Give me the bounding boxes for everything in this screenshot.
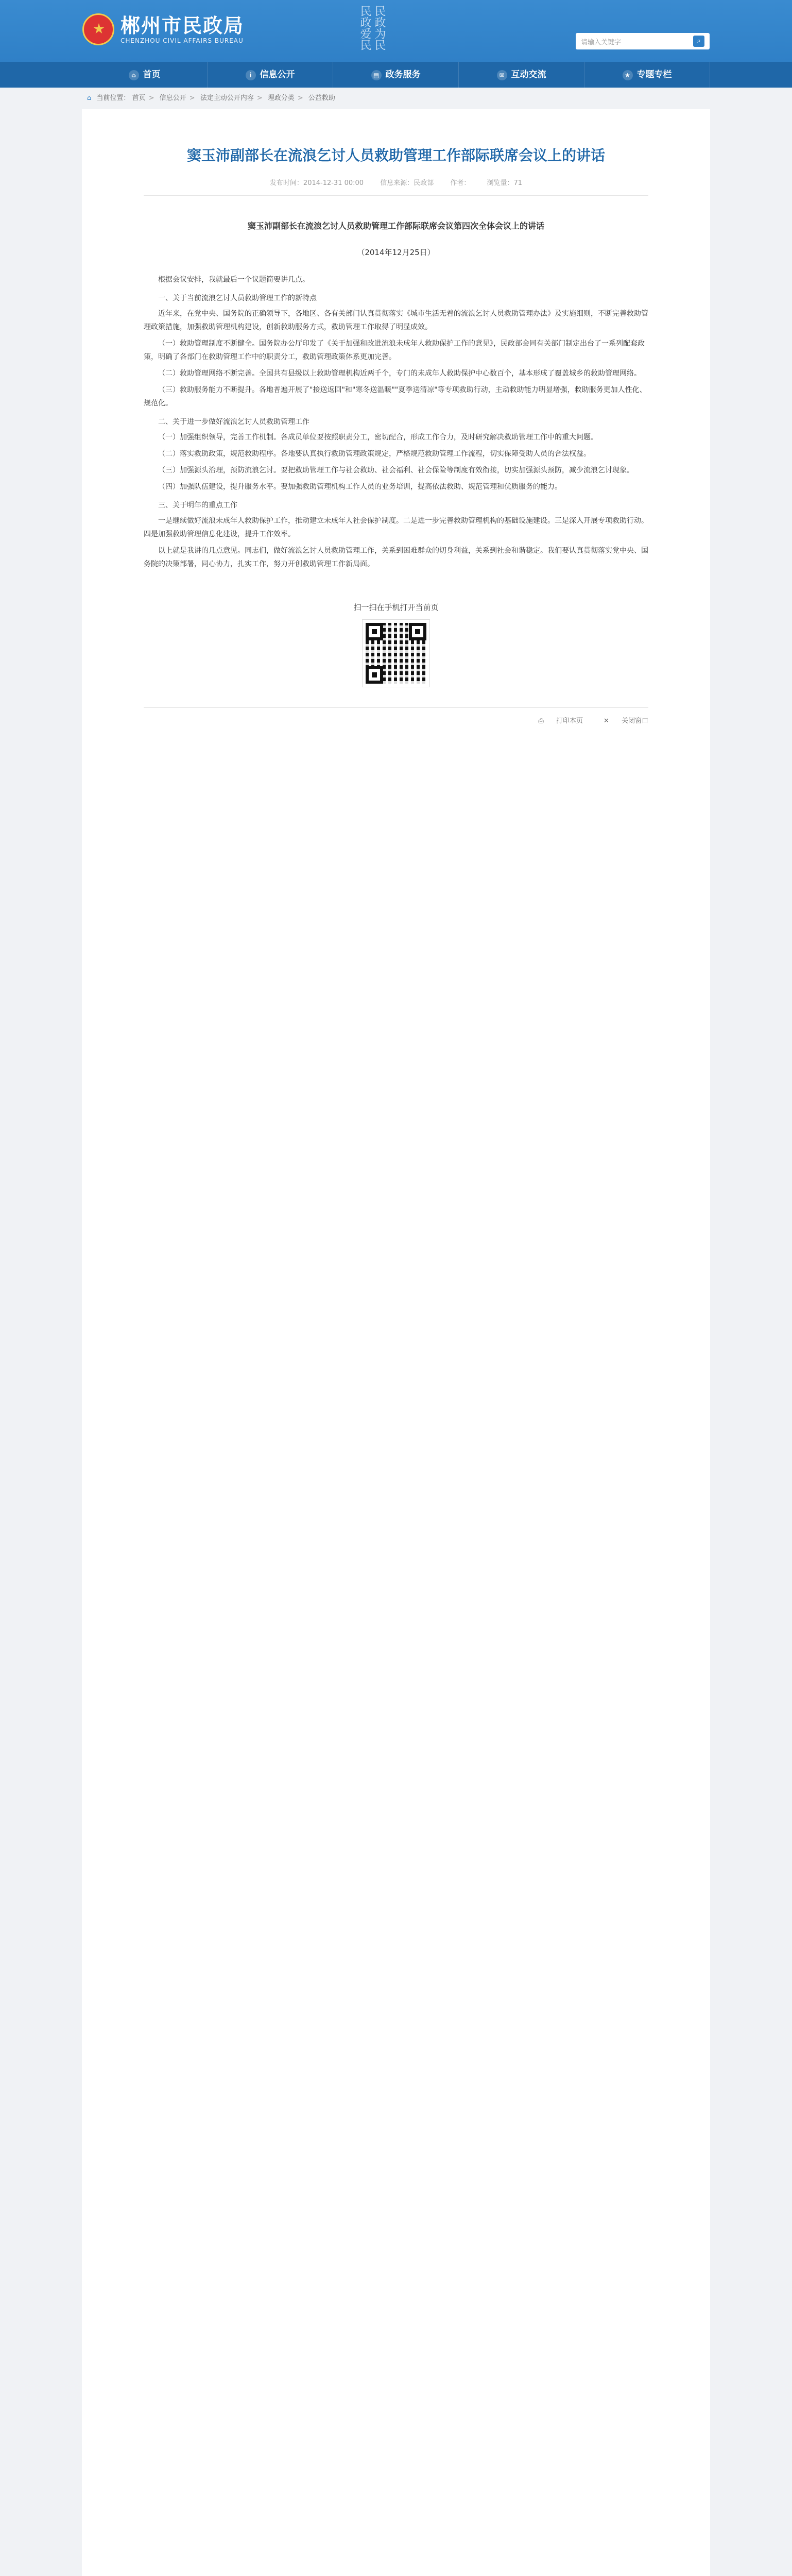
main-nav: [0, 62, 792, 88]
article-meta: [144, 177, 648, 196]
paragraph: （三）救助服务能力不断提升。各地普遍开展了"接送返回"和"寒冬送温暖""夏季送清凉"等专项救助行动，主动救助能力明显增强，救助服务更加人性化、规范化。: [144, 386, 647, 408]
search-box[interactable]: [576, 33, 710, 49]
section-heading: 一、关于当前流浪乞讨人员救助管理工作的新特点: [158, 294, 317, 302]
site-header: [0, 0, 792, 62]
paragraph: 以上就是我讲的几点意见。同志们，做好流浪乞讨人员救助管理工作，关系到困难群众的切身利益，关系到社会和谐稳定。我们要认真贯彻落实党中央、国务院的决策部署，同心协力，扎实工作，努力开创救助管理工作新局面。: [144, 547, 648, 568]
qr-code: [363, 620, 429, 687]
qr-section: [144, 602, 648, 687]
nav-item-services[interactable]: ▤ 政务服务: [333, 62, 459, 88]
paragraph: （一）救助管理制度不断健全。国务院办公厅印发了《关于加强和改进流浪未成年人救助保护工作的意见》，民政部会同有关部门制定出台了一系列配套政策，明确了各部门在救助管理工作中的职责分工，救助管理政策体系更加完善。: [144, 340, 645, 361]
paragraph: （四）加强队伍建设，提升服务水平。要加强救助管理机构工作人员的业务培训，提高依法救助、规范管理和优质服务的能力。: [158, 483, 562, 491]
chat-icon: ✉: [497, 70, 507, 80]
info-icon: i: [246, 70, 256, 80]
section-heading: 三、关于明年的重点工作: [158, 501, 237, 510]
breadcrumb-item[interactable]: 公益救助: [308, 94, 335, 102]
services-icon: ▤: [371, 70, 382, 80]
header-slogan: 民政为民 民政爱民: [358, 5, 386, 50]
print-icon: ⎙: [538, 717, 546, 725]
breadcrumb-item[interactable]: 首页: [132, 94, 146, 102]
search-input[interactable]: 请输入关键字: [581, 38, 622, 46]
article-container: [82, 109, 710, 2576]
nav-item-interaction[interactable]: ✉ 互动交流: [459, 62, 584, 88]
view-count: 浏览量：71: [487, 179, 523, 187]
qr-title: 扫一扫在手机打开当前页: [353, 603, 439, 612]
close-icon: ✕: [603, 717, 611, 725]
paragraph: （二）落实救助政策，规范救助程序。各地要认真执行救助管理政策规定，严格规范救助管理工作流程，切实保障受助人员的合法权益。: [158, 450, 591, 458]
breadcrumb-item[interactable]: 理政分类: [267, 94, 295, 102]
nav-item-topics[interactable]: ★ 专题专栏: [584, 62, 710, 88]
article-body: [144, 273, 648, 571]
article-author: 作者：: [450, 179, 471, 187]
paragraph: 近年来，在党中央、国务院的正确领导下，各地区、各有关部门认真贯彻落实《城市生活无着的流浪乞讨人员救助管理办法》及实施细则，不断完善救助管理政策措施，加强救助管理机构建设，创新救助服务方式，救助管理工作取得了明显成效。: [144, 310, 648, 331]
nav-item-info[interactable]: i 信息公开: [208, 62, 333, 88]
paragraph: 根据会议安排，我就最后一个议题简要讲几点。: [158, 276, 309, 284]
location-icon: ⌂: [87, 94, 92, 102]
topics-icon: ★: [623, 70, 633, 80]
paragraph: （三）加强源头治理，预防流浪乞讨。要把救助管理工作与社会救助、社会福利、社会保险等制度有效衔接，切实加强源头预防，减少流浪乞讨现象。: [158, 466, 634, 474]
page-title: 窦玉沛副部长在流浪乞讨人员救助管理工作部际联席会议上的讲话: [186, 147, 605, 164]
article-tools: [144, 707, 648, 725]
section-heading: 二、关于进一步做好流浪乞讨人员救助管理工作: [158, 418, 309, 426]
site-name-en: CHENZHOU CIVIL AFFAIRS BUREAU: [120, 37, 244, 44]
breadcrumb-item[interactable]: 信息公开: [159, 94, 186, 102]
print-button[interactable]: ⎙ 打印本页: [538, 717, 583, 725]
publish-time: 发布时间：2014-12-31 00:00: [269, 179, 364, 187]
site-name: 郴州市民政局: [120, 14, 245, 37]
article-source: 信息来源：民政部: [380, 179, 434, 187]
national-emblem-icon: [82, 13, 114, 45]
breadcrumb: ⌂ 当前位置： 首页 > 信息公开 > 法定主动公开内容 > 理政分类 > 公益救助: [87, 94, 335, 102]
nav-item-home[interactable]: ⌂ 首页: [82, 62, 208, 88]
article-date: （2014年12月25日）: [357, 248, 435, 257]
paragraph: （二）救助管理网络不断完善。全国共有县级以上救助管理机构近两千个，专门的未成年人救助保护中心数百个，基本形成了覆盖城乡的救助管理网络。: [158, 369, 641, 378]
site-logo[interactable]: [82, 13, 244, 45]
breadcrumb-item[interactable]: 法定主动公开内容: [200, 94, 254, 102]
close-window-button[interactable]: ✕ 关闭窗口: [603, 717, 648, 725]
article-subtitle: 窦玉沛副部长在流浪乞讨人员救助管理工作部际联席会议第四次全体会议上的讲话: [247, 221, 544, 231]
search-icon[interactable]: ⌕: [693, 36, 704, 47]
home-icon: ⌂: [129, 70, 139, 80]
paragraph: （一）加强组织领导，完善工作机制。各成员单位要按照职责分工，密切配合，形成工作合力，及时研究解决救助管理工作中的重大问题。: [158, 433, 598, 442]
breadcrumb-prefix: 当前位置：: [96, 94, 130, 102]
paragraph: 一是继续做好流浪未成年人救助保护工作，推动建立未成年人社会保护制度。二是进一步完善救助管理机构的基础设施建设。三是深入开展专项救助行动。四是加强救助管理信息化建设，提升工作效率。: [144, 517, 648, 538]
